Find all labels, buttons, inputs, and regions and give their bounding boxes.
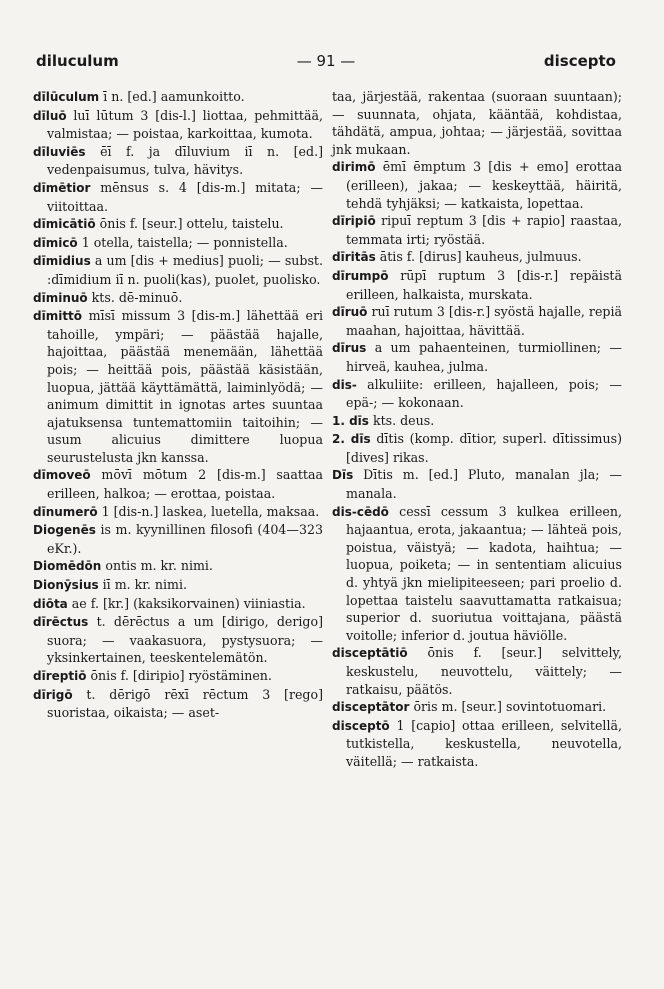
entry-definition: a um pahaenteinen, turmiollinen; — hirveä, kauhea, julma. — [346, 340, 622, 374]
entry-definition: taa, järjestää, rakentaa (suoraan suuntaan); — suunnata, ohjata, kääntää, kohdistaa, tähdätä, ampua, johtaa; — järjestää, sovittaa jnk mukaan. — [332, 89, 622, 157]
dictionary-entry — [33, 289, 323, 308]
entry-headword: dīmicō — [33, 235, 78, 250]
dictionary-entry — [33, 215, 323, 234]
entry-headword: dīluviēs — [33, 144, 86, 159]
entry-headword: Dionȳsius — [33, 578, 99, 593]
dictionary-entry — [332, 158, 622, 212]
entry-definition: mōvī mōtum 2 [dis-m.] saattaa erilleen, halkoa; — erottaa, poistaa. — [47, 467, 323, 502]
dictionary-entry — [33, 667, 323, 686]
dictionary-entry — [33, 686, 323, 722]
entry-definition: kts. deus. — [372, 412, 435, 428]
entry-definition: t. dērēctus a um [dirigo, derigo] suora; — vaakasuora, pystysuora; — yksinkertainen, teeskentelemätön. — [47, 614, 323, 666]
dictionary-entry — [332, 88, 622, 158]
entry-headword: disceptō — [332, 718, 390, 733]
entry-headword: dis- — [332, 377, 357, 392]
entry-headword: dis-cēdō — [332, 504, 389, 519]
entry-definition: 1 [dis-n.] laskea, luetella, maksaa. — [101, 503, 320, 519]
dictionary-entry — [332, 503, 622, 645]
entry-headword: dīrumpō — [332, 268, 389, 283]
entry-definition: Dītis m. [ed.] Pluto, manalan jla; — manala. — [346, 467, 622, 502]
entry-headword: dīminuō — [33, 290, 88, 305]
dictionary-entry — [332, 412, 622, 431]
entry-headword: dīripiō — [332, 214, 376, 229]
dictionary-entry — [332, 339, 622, 375]
dictionary-entry — [332, 466, 622, 502]
entry-headword: dīmētior — [33, 180, 91, 195]
entry-headword: dīritās — [332, 250, 376, 265]
entry-headword: dīmoveō — [33, 468, 91, 483]
entry-definition: cessī cessum 3 kulkea erilleen, hajaantua, erota, jakaantua; — lähteä pois, poistua, väistyä; — kadota, haihtua; — luopua, poiketa; — in sententiam alicuius d. yhtyä jkn mielipiteeseen; pari proelio d. lopettaa taistelu saavuttamatta ratkaisua; superior d. suoriutua voittajana, päästä voitolle; inferior d. joutua häviölle. — [346, 503, 622, 643]
entry-definition: ripuī reptum 3 [dis + rapio] raastaa, temmata irti; ryöstää. — [346, 213, 622, 247]
entry-definition: is m. kyynillinen filosofi (404—323 eKr.). — [47, 522, 323, 556]
entry-definition: t. dērigō rēxī rēctum 3 [rego] suoristaa, oikaista; — aset- — [47, 686, 323, 721]
entry-headword: dīnumerō — [33, 504, 98, 519]
dictionary-entry — [332, 717, 622, 771]
dictionary-entry — [33, 252, 323, 288]
entry-definition: ruī rutum 3 [dis-r.] syöstä hajalle, repiä maahan, hajoittaa, hävittää. — [346, 304, 622, 338]
entry-definition: mīsī missum 3 [dis-m.] lähettää eri tahoille, ympäri; — päästää hajalle, hajoittaa, päästää menemään, lähettää pois; — heittää pois, päästää käsistään, luopua, jättää käyttämättä, laiminlyödä; — animum dimittit in ignotas artes suuntaa ajatuksensa tuntemattomiin taitoihin; — usum alicuius dimittere luopua seurustelusta jkn kanssa. — [47, 308, 323, 465]
dictionary-entry — [33, 595, 323, 614]
entry-headword: diōta — [33, 596, 68, 611]
entry-headword: Diogenēs — [33, 523, 96, 538]
entry-headword: dīluō — [33, 108, 67, 123]
entry-headword: dīreptiō — [33, 669, 87, 683]
right-column — [332, 88, 622, 771]
entry-definition: ī n. [ed.] aamunkoitto. — [103, 89, 245, 104]
dictionary-entry — [33, 613, 323, 667]
header-right-guide-word: discepto — [543, 52, 616, 70]
dictionary-entry — [33, 143, 323, 179]
dictionary-entry — [332, 303, 622, 339]
entry-headword: Diomēdōn — [33, 559, 102, 574]
dictionary-entry — [33, 179, 323, 215]
entry-definition: ōris m. [seur.] sovintotuomari. — [413, 699, 607, 715]
entry-definition: 1 [capio] ottaa erilleen, selvitellä, tutkistella, keskustella, neuvotella, väitellä; — ratkaista. — [346, 717, 622, 769]
entry-definition: ēī f. ja dīluvium iī n. [ed.] vedenpaisumus, tulva, hävitys. — [47, 143, 323, 178]
dictionary-entry — [332, 267, 622, 303]
dictionary-entry — [33, 557, 323, 576]
dictionary-entry — [332, 644, 622, 698]
dictionary-entry — [332, 376, 622, 412]
entry-definition: alkuliite: erilleen, hajalleen, pois; — epä-; — kokonaan. — [346, 376, 622, 411]
entry-definition: rūpī ruptum 3 [dis-r.] repäistä erilleen, halkaista, murskata. — [346, 267, 622, 302]
entry-definition: ātis f. [dirus] kauheus, julmuus. — [379, 249, 582, 265]
dictionary-entry — [33, 503, 323, 522]
entry-definition: ōnis f. [seur.] ottelu, taistelu. — [99, 216, 284, 232]
entry-headword: dīrus — [332, 341, 367, 356]
entry-headword: dīmittō — [33, 309, 83, 324]
dictionary-entry — [33, 576, 323, 595]
dictionary-entry — [33, 307, 323, 466]
entry-headword: dīruō — [332, 305, 368, 320]
entry-definition: ōnis f. [seur.] selvittely, keskustelu, neuvottelu, väittely; — ratkaisu, päätös. — [346, 645, 622, 697]
dictionary-entry — [33, 107, 323, 143]
entry-definition: iī m. kr. nimi. — [102, 577, 188, 593]
dictionary-entry — [33, 234, 323, 253]
entry-headword: Dīs — [332, 468, 354, 483]
dictionary-entry — [332, 430, 622, 466]
entry-headword: dīlūculum — [33, 90, 100, 104]
entry-headword: dīmidius — [33, 254, 91, 269]
left-column — [33, 88, 323, 722]
dictionary-entry — [332, 212, 622, 248]
entry-headword: dirimō — [332, 160, 376, 175]
entry-headword: disceptātor — [332, 700, 410, 715]
entry-headword: disceptātiō — [332, 646, 408, 661]
entry-headword: dīrēctus — [33, 615, 89, 630]
entry-definition: 1 otella, taistella; — ponnistella. — [81, 234, 288, 250]
entry-definition: luī lūtum 3 [dis-l.] liottaa, pehmittää, valmistaa; — poistaa, karkoittaa, kumota. — [47, 107, 323, 142]
entry-headword: 2. dīs — [332, 432, 371, 447]
entry-definition: ontis m. kr. nimi. — [105, 558, 213, 574]
dictionary-entry — [332, 248, 622, 267]
header-left-guide-word: diluculum — [36, 52, 119, 70]
dictionary-entry — [33, 466, 323, 502]
entry-definition: kts. dē-minuō. — [91, 289, 183, 305]
dictionary-entry — [332, 698, 622, 717]
entry-definition: mēnsus s. 4 [dis-m.] mitata; — viitoittaa. — [47, 179, 323, 214]
entry-definition: ae f. [kr.] (kaksikorvainen) viiniastia. — [71, 595, 306, 611]
entry-definition: ēmī ēmptum 3 [dis + emo] erottaa (erilleen), jakaa; — keskeyttää, häiritä, tehdä tyhjäksi; — katkaista, lopettaa. — [346, 159, 622, 211]
entry-definition: a um [dis + medius] puoli; — subst. :dīmidium iī n. puoli(kas), puolet, puolisko. — [47, 253, 323, 287]
page-header — [36, 52, 616, 76]
dictionary-entry — [33, 521, 323, 557]
dictionary-entry — [33, 88, 323, 107]
entry-headword: 1. dīs — [332, 413, 369, 428]
page-number: — 91 — — [296, 52, 356, 70]
entry-headword: dīmicātiō — [33, 217, 96, 232]
entry-definition: ōnis f. [diripio] ryöstäminen. — [90, 668, 272, 683]
entry-definition: dītis (komp. dītior, superl. dītissimus) [dives] rikas. — [346, 431, 622, 465]
entry-headword: dīrigō — [33, 687, 73, 702]
